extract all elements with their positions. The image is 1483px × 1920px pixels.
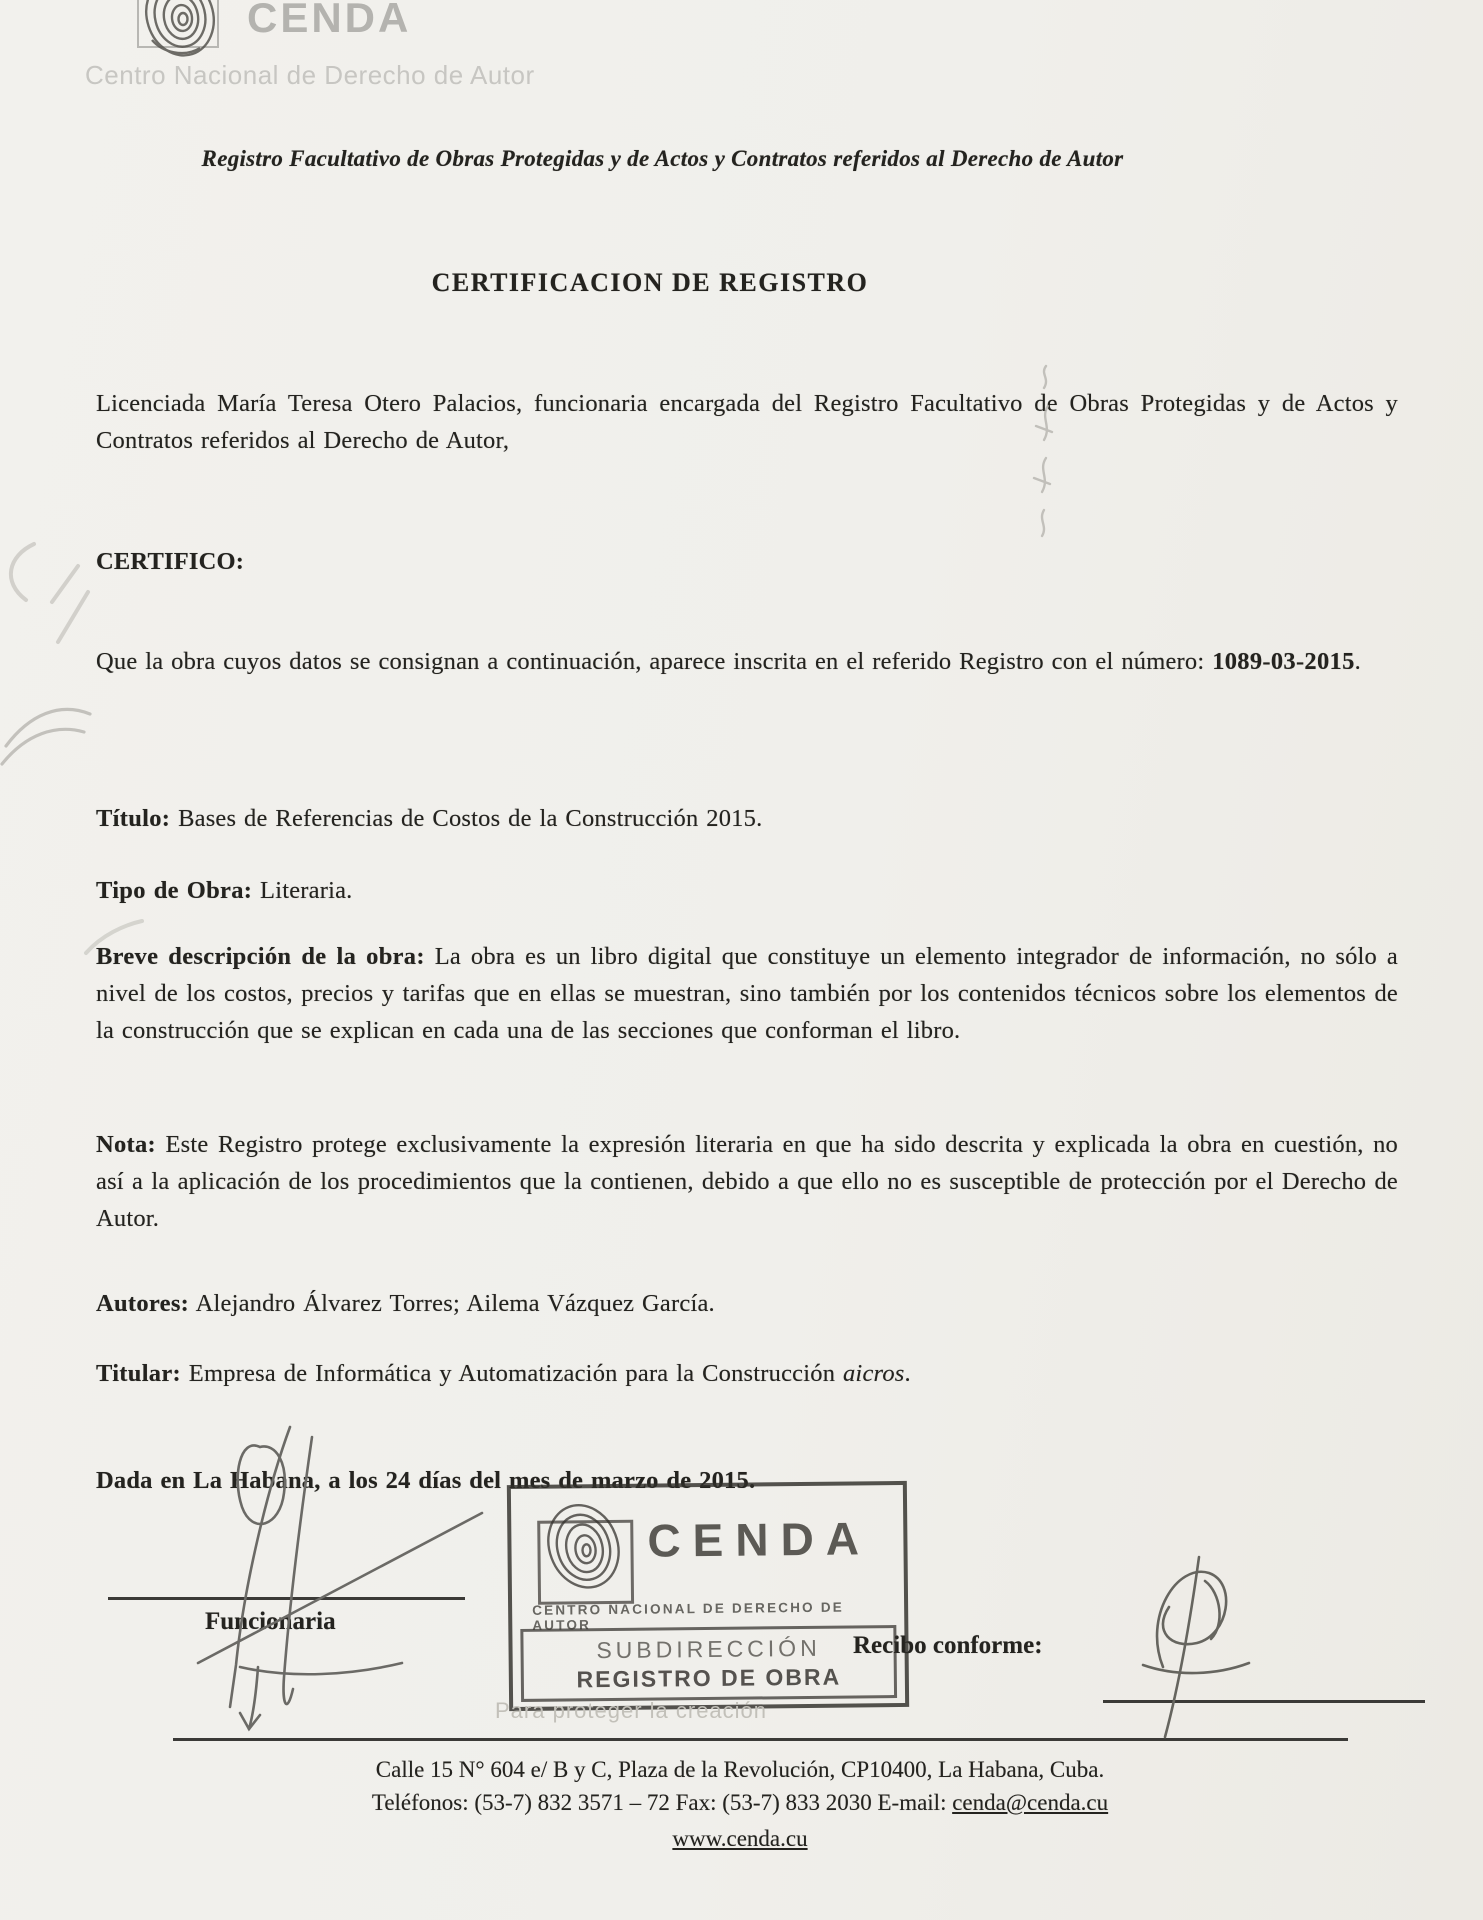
stamp-subdireccion: SUBDIRECCIÓN bbox=[596, 1634, 821, 1664]
cenda-rubber-stamp bbox=[507, 1481, 909, 1711]
stamp-subtitle: CENTRO NACIONAL DE DERECHO DE AUTOR bbox=[532, 1599, 845, 1633]
holder-value: Empresa de Informática y Automatización para la Construcción bbox=[180, 1360, 843, 1387]
footer-address: Calle 15 N° 604 e/ B y C, Plaza de la Revolución, CP10400, La Habana, Cuba. bbox=[375, 1757, 1105, 1782]
footer-email: cenda@cenda.cu bbox=[952, 1790, 1109, 1815]
footer-contacts bbox=[90, 1790, 1390, 1816]
stamp-fingerprint-icon bbox=[521, 1494, 642, 1605]
holder-row bbox=[96, 1355, 1398, 1392]
certification-heading: CERTIFICACION DE REGISTRO bbox=[431, 268, 869, 297]
official-signature bbox=[140, 1415, 540, 1735]
stamp-registro-de-obra: REGISTRO DE OBRA bbox=[576, 1663, 842, 1693]
registration-period: . bbox=[1354, 648, 1361, 675]
stamp-department-box bbox=[520, 1625, 897, 1702]
authors-value: Alejandro Álvarez Torres; Ailema Vázquez García. bbox=[189, 1290, 715, 1317]
authors-row bbox=[96, 1285, 1398, 1322]
certify-label: CERTIFICO: bbox=[96, 548, 245, 575]
official-signature-label: Funcionaria bbox=[205, 1608, 336, 1635]
footer-website: www.cenda.cu bbox=[672, 1826, 808, 1851]
work-title-label: Título: bbox=[96, 805, 171, 832]
work-type-value: Literaria. bbox=[252, 877, 353, 904]
note-label: Nota: bbox=[96, 1131, 157, 1158]
note-value: Este Registro protege exclusivamente la expresión literaria en que ha sido descrita y explicada la obra en cuestión, no así a la aplicación de los procedimientos que la contienen, debido a que ello no es susceptible de protección por el Derecho de Autor. bbox=[96, 1131, 1398, 1232]
issued-line: Dada en La Habana, a los 24 días del mes de marzo de 2015. bbox=[96, 1467, 756, 1494]
work-title-value: Bases de Referencias de Costos de la Construcción 2015. bbox=[170, 805, 763, 832]
work-title-row bbox=[96, 800, 1398, 837]
scan-artifact-squiggle bbox=[0, 688, 95, 788]
intro-paragraph: Licenciada María Teresa Otero Palacios, funcionaria encargada del Registro Facultativo de Obras Protegidas y de Actos y Contratos referidos al Derecho de Autor, bbox=[96, 390, 1398, 454]
registration-paragraph bbox=[96, 643, 1398, 680]
registration-number: 1089-03-2015 bbox=[1212, 648, 1355, 675]
description-label: Breve descripción de la obra: bbox=[96, 943, 425, 970]
fingerprint-face-icon bbox=[128, 0, 233, 60]
note-row bbox=[96, 1126, 1398, 1237]
work-type-label: Tipo de Obra: bbox=[96, 877, 253, 904]
work-type-row bbox=[96, 872, 1398, 909]
recipient-signature bbox=[1085, 1545, 1325, 1745]
footer-phones: Teléfonos: (53-7) 832 3571 – 72 Fax: (53-7) 833 2030 E-mail: bbox=[371, 1790, 953, 1815]
scan-artifact-pencil-marks bbox=[1022, 360, 1072, 540]
receipt-label: Recibo conforme: bbox=[853, 1632, 1043, 1659]
description-row bbox=[96, 938, 1398, 1049]
document-title: Registro Facultativo de Obras Protegidas y de Actos y Contratos referidos al Derecho de Autor bbox=[201, 146, 1124, 171]
cenda-logo-subtitle: Centro Nacional de Derecho de Autor bbox=[85, 60, 535, 90]
holder-brand: aicros bbox=[842, 1360, 905, 1387]
registration-text: Que la obra cuyos datos se consignan a continuación, aparece inscrita en el referido Registro con el número: bbox=[96, 648, 1213, 675]
holder-label: Titular: bbox=[96, 1360, 181, 1387]
holder-period: . bbox=[904, 1360, 911, 1387]
stamp-motto-text: Para proteger la creación bbox=[495, 1698, 768, 1723]
cenda-logo-text: CENDA bbox=[247, 0, 412, 41]
description-value: La obra es un libro digital que constituye un elemento integrador de información, no sólo a nivel de los costos, precios y tarifas que en ellas se muestran, sino también por los contenidos técnicos sobre los elementos de la construcción que se explican en cada una de las secciones que conforman el libro. bbox=[96, 943, 1398, 1044]
scan-artifact-curve bbox=[0, 530, 100, 660]
scan-artifact-smudge bbox=[78, 915, 148, 960]
authors-label: Autores: bbox=[96, 1290, 190, 1317]
stamp-cenda-text: CENDA bbox=[647, 1512, 872, 1567]
